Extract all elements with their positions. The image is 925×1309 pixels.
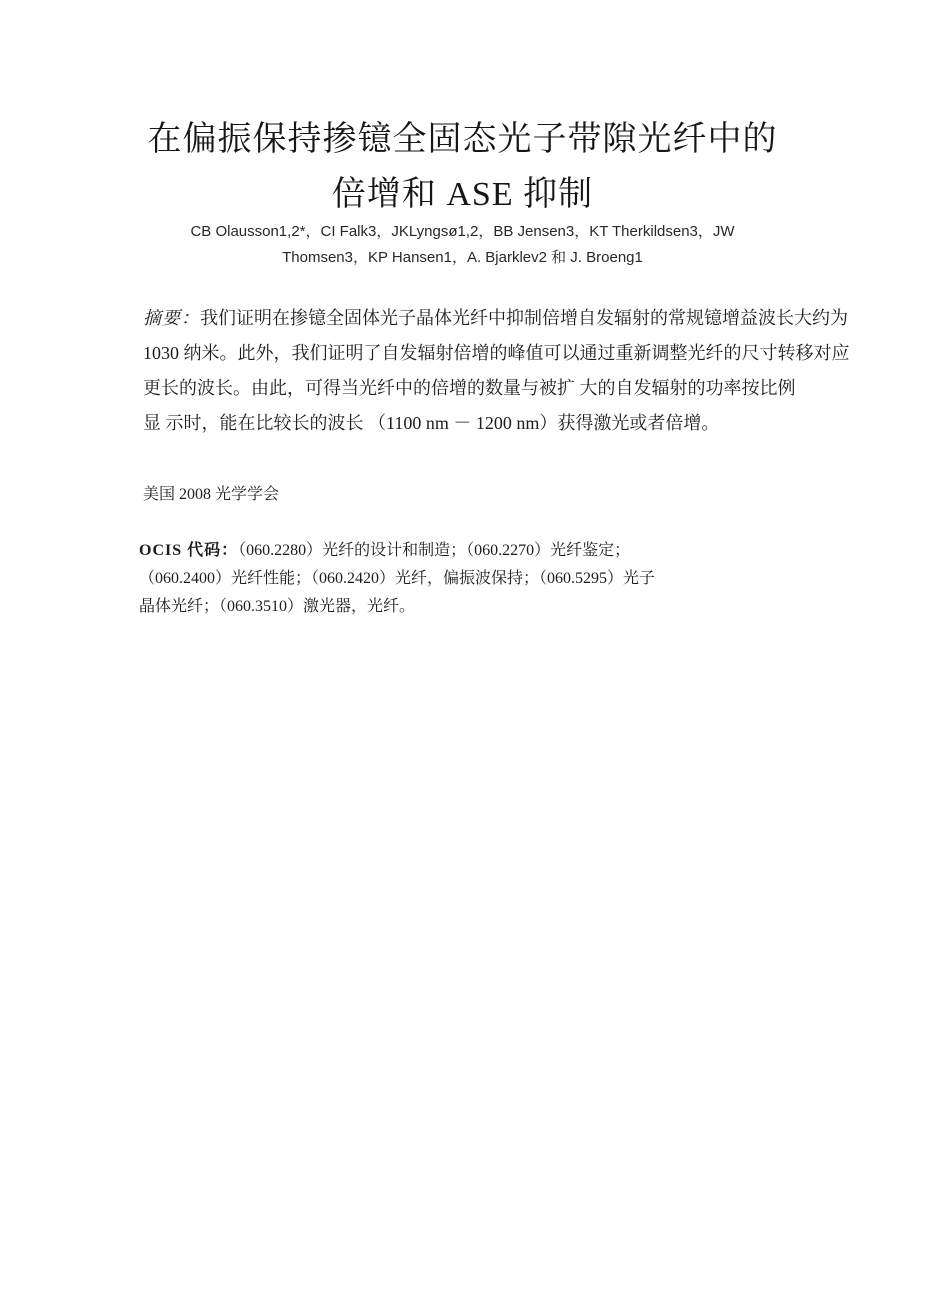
authors-line-2: Thomsen3，KP Hansen1，A. Bjarklev2 和 J. Broeng1 xyxy=(282,249,643,266)
paper-title-line-2: 倍增和 ASE 抑制 xyxy=(331,176,594,213)
abstract-line-4: 显 示时，能在比较长的波长 （1100 nm － 1200 nm）获得激光或者倍增。 xyxy=(143,413,720,433)
ocis-label: OCIS 代码： xyxy=(139,542,239,559)
abstract-label: 摘要： xyxy=(143,308,200,328)
ocis-line-3: 晶体光纤；（060.3510）激光器，光纤。 xyxy=(139,598,416,615)
ocis-line-1 xyxy=(139,537,779,565)
ocis-codes xyxy=(139,537,779,621)
abstract-line-2: 1030 纳米。此外，我们证明了自发辐射倍增的峰值可以通过重新调整光纤的尺寸转移对应 xyxy=(143,343,850,363)
paper-title-line-1: 在偏振保持掺镱全固态光子带隙光纤中的 xyxy=(147,121,778,158)
ocis-line-2: （060.2400）光纤性能；（060.2420）光纤，偏振波保持；（060.5295）光子 xyxy=(139,570,656,587)
abstract-line-1 xyxy=(143,301,848,336)
paper-title xyxy=(0,112,925,222)
authors-line-1: CB Olausson1,2*，CI Falk3，JKLyngsø1,2，BB Jensen3，KT Therkildsen3，JW xyxy=(190,223,735,240)
abstract xyxy=(143,301,850,441)
abstract-line-1-text: 我们证明在掺镱全固体光子晶体光纤中抑制倍增自发辐射的常规镱增益波长大约为 xyxy=(200,308,848,328)
abstract-line-3: 更长的波长。由此，可得当光纤中的倍增的数量与被扩 大的自发辐射的功率按比例 xyxy=(143,378,796,398)
ocis-line-1-text: （060.2280）光纤的设计和制造；（060.2270）光纤鉴定； xyxy=(238,542,631,559)
authors xyxy=(0,219,925,271)
copyright-line: 美国 2008 光学学会 xyxy=(143,486,280,503)
